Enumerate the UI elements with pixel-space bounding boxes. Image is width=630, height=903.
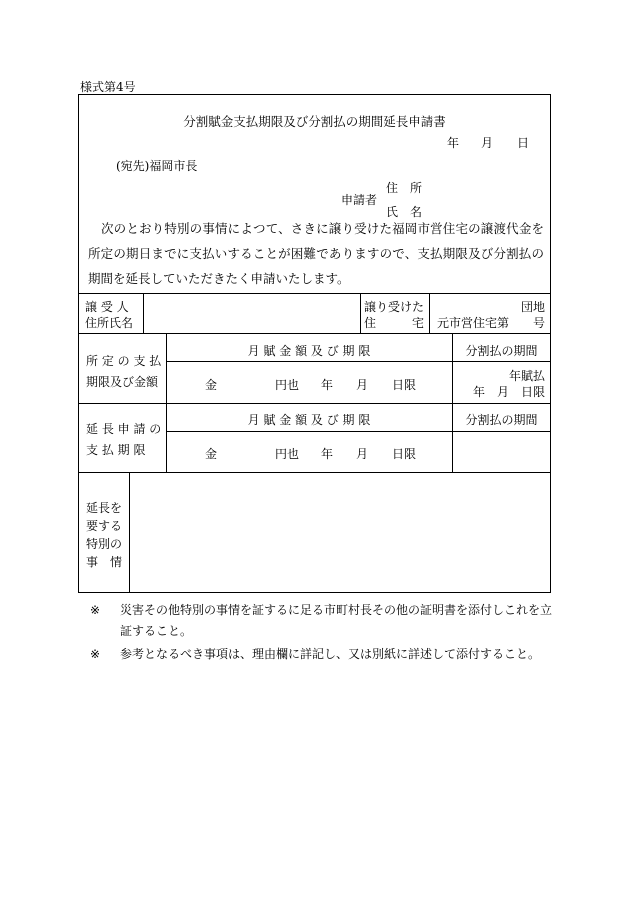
fixed-label-1: 所 定 の 支 払 (86, 354, 162, 368)
former-house-label: 元市営住宅第 号 (436, 316, 545, 330)
note-1-text: 災害その他特別の事情を証するに足る市町村長その他の証明書を添付しこれを立証すること。 (120, 603, 553, 638)
vline-received-right (429, 293, 430, 333)
fixed-label-2: 期限及び金額 (86, 375, 159, 389)
fixed-money-month: 月 (356, 378, 369, 392)
applicant-address-label: 住 所 (386, 181, 423, 195)
fixed-col-header: 月 賦 金 額 及 び 期 限 (247, 344, 371, 358)
ext-money-kin: 金 (205, 447, 218, 461)
note-2 (90, 644, 556, 665)
vline-received-left (360, 293, 361, 333)
note-mark: ※ (90, 647, 101, 661)
ext-label-2: 支 払 期 限 (86, 443, 146, 457)
fixed-money-day: 日限 (392, 378, 417, 392)
fixed-money-year: 年 (321, 378, 334, 392)
ext-money-yen: 円也 (275, 447, 300, 461)
date-day: 日 (517, 136, 530, 150)
applicant-label: 申請者 (341, 193, 378, 207)
ext-col-header: 月 賦 金 額 及 び 期 限 (247, 413, 371, 427)
notes (90, 600, 556, 667)
ext-money-month: 月 (356, 447, 369, 461)
applicant-name-label: 氏 名 (386, 205, 423, 219)
transferee-label-2: 住所氏名 (85, 316, 134, 330)
vline-reason (129, 472, 130, 593)
received-house-label-1: 譲り受けた (364, 300, 425, 314)
reason-label-1: 延長を (86, 501, 123, 515)
ext-label-1: 延 長 申 請 の (86, 422, 162, 436)
reason-label-3: 特別の (86, 537, 123, 551)
fixed-money-yen: 円也 (275, 378, 300, 392)
danchi-label: 団地 (520, 300, 545, 314)
divider-row3 (78, 472, 551, 473)
fixed-annual-installment: 年賦払 (508, 369, 545, 383)
date-year: 年 (447, 136, 460, 150)
ext-money-year: 年 (321, 447, 334, 461)
note-mark: ※ (90, 603, 101, 617)
divider-row2 (78, 403, 551, 404)
divider-row1 (78, 333, 551, 334)
form-number: 様式第4号 (80, 80, 136, 94)
fixed-annual-limit: 年 月 日限 (472, 385, 545, 399)
date-month: 月 (481, 136, 494, 150)
application-body-text: 次のとおり特別の事情によつて、さきに譲り受けた福岡市営住宅の譲渡代金を所定の期日までに支払いすることが困難でありますので、支払期限及び分割払の期間を延長していただきたく申請いたします。 (88, 221, 544, 286)
fixed-money-kin: 金 (205, 378, 218, 392)
divider-header-table (78, 293, 551, 294)
application-body (88, 216, 544, 291)
note-1 (90, 600, 556, 642)
form-title: 分割賦金支払期限及び分割払の期間延長申請書 (183, 114, 446, 129)
divider-ext-mid (166, 431, 551, 432)
transferee-label-1: 譲 受 人 (85, 300, 129, 314)
received-house-label-2: 住 宅 (364, 316, 425, 330)
divider-fixed-mid (166, 361, 551, 362)
ext-installment-period: 分割払の期間 (465, 413, 538, 427)
reason-label-4: 事 情 (86, 555, 123, 569)
vline-transferee (143, 293, 144, 333)
note-2-text: 参考となるべき事項は、理由欄に詳記し、又は別紙に詳述して添付すること。 (120, 647, 541, 661)
ext-money-day: 日限 (392, 447, 417, 461)
fixed-installment-period: 分割払の期間 (465, 344, 538, 358)
reason-label-2: 要する (86, 519, 123, 533)
addressee: (宛先)福岡市長 (116, 159, 198, 173)
